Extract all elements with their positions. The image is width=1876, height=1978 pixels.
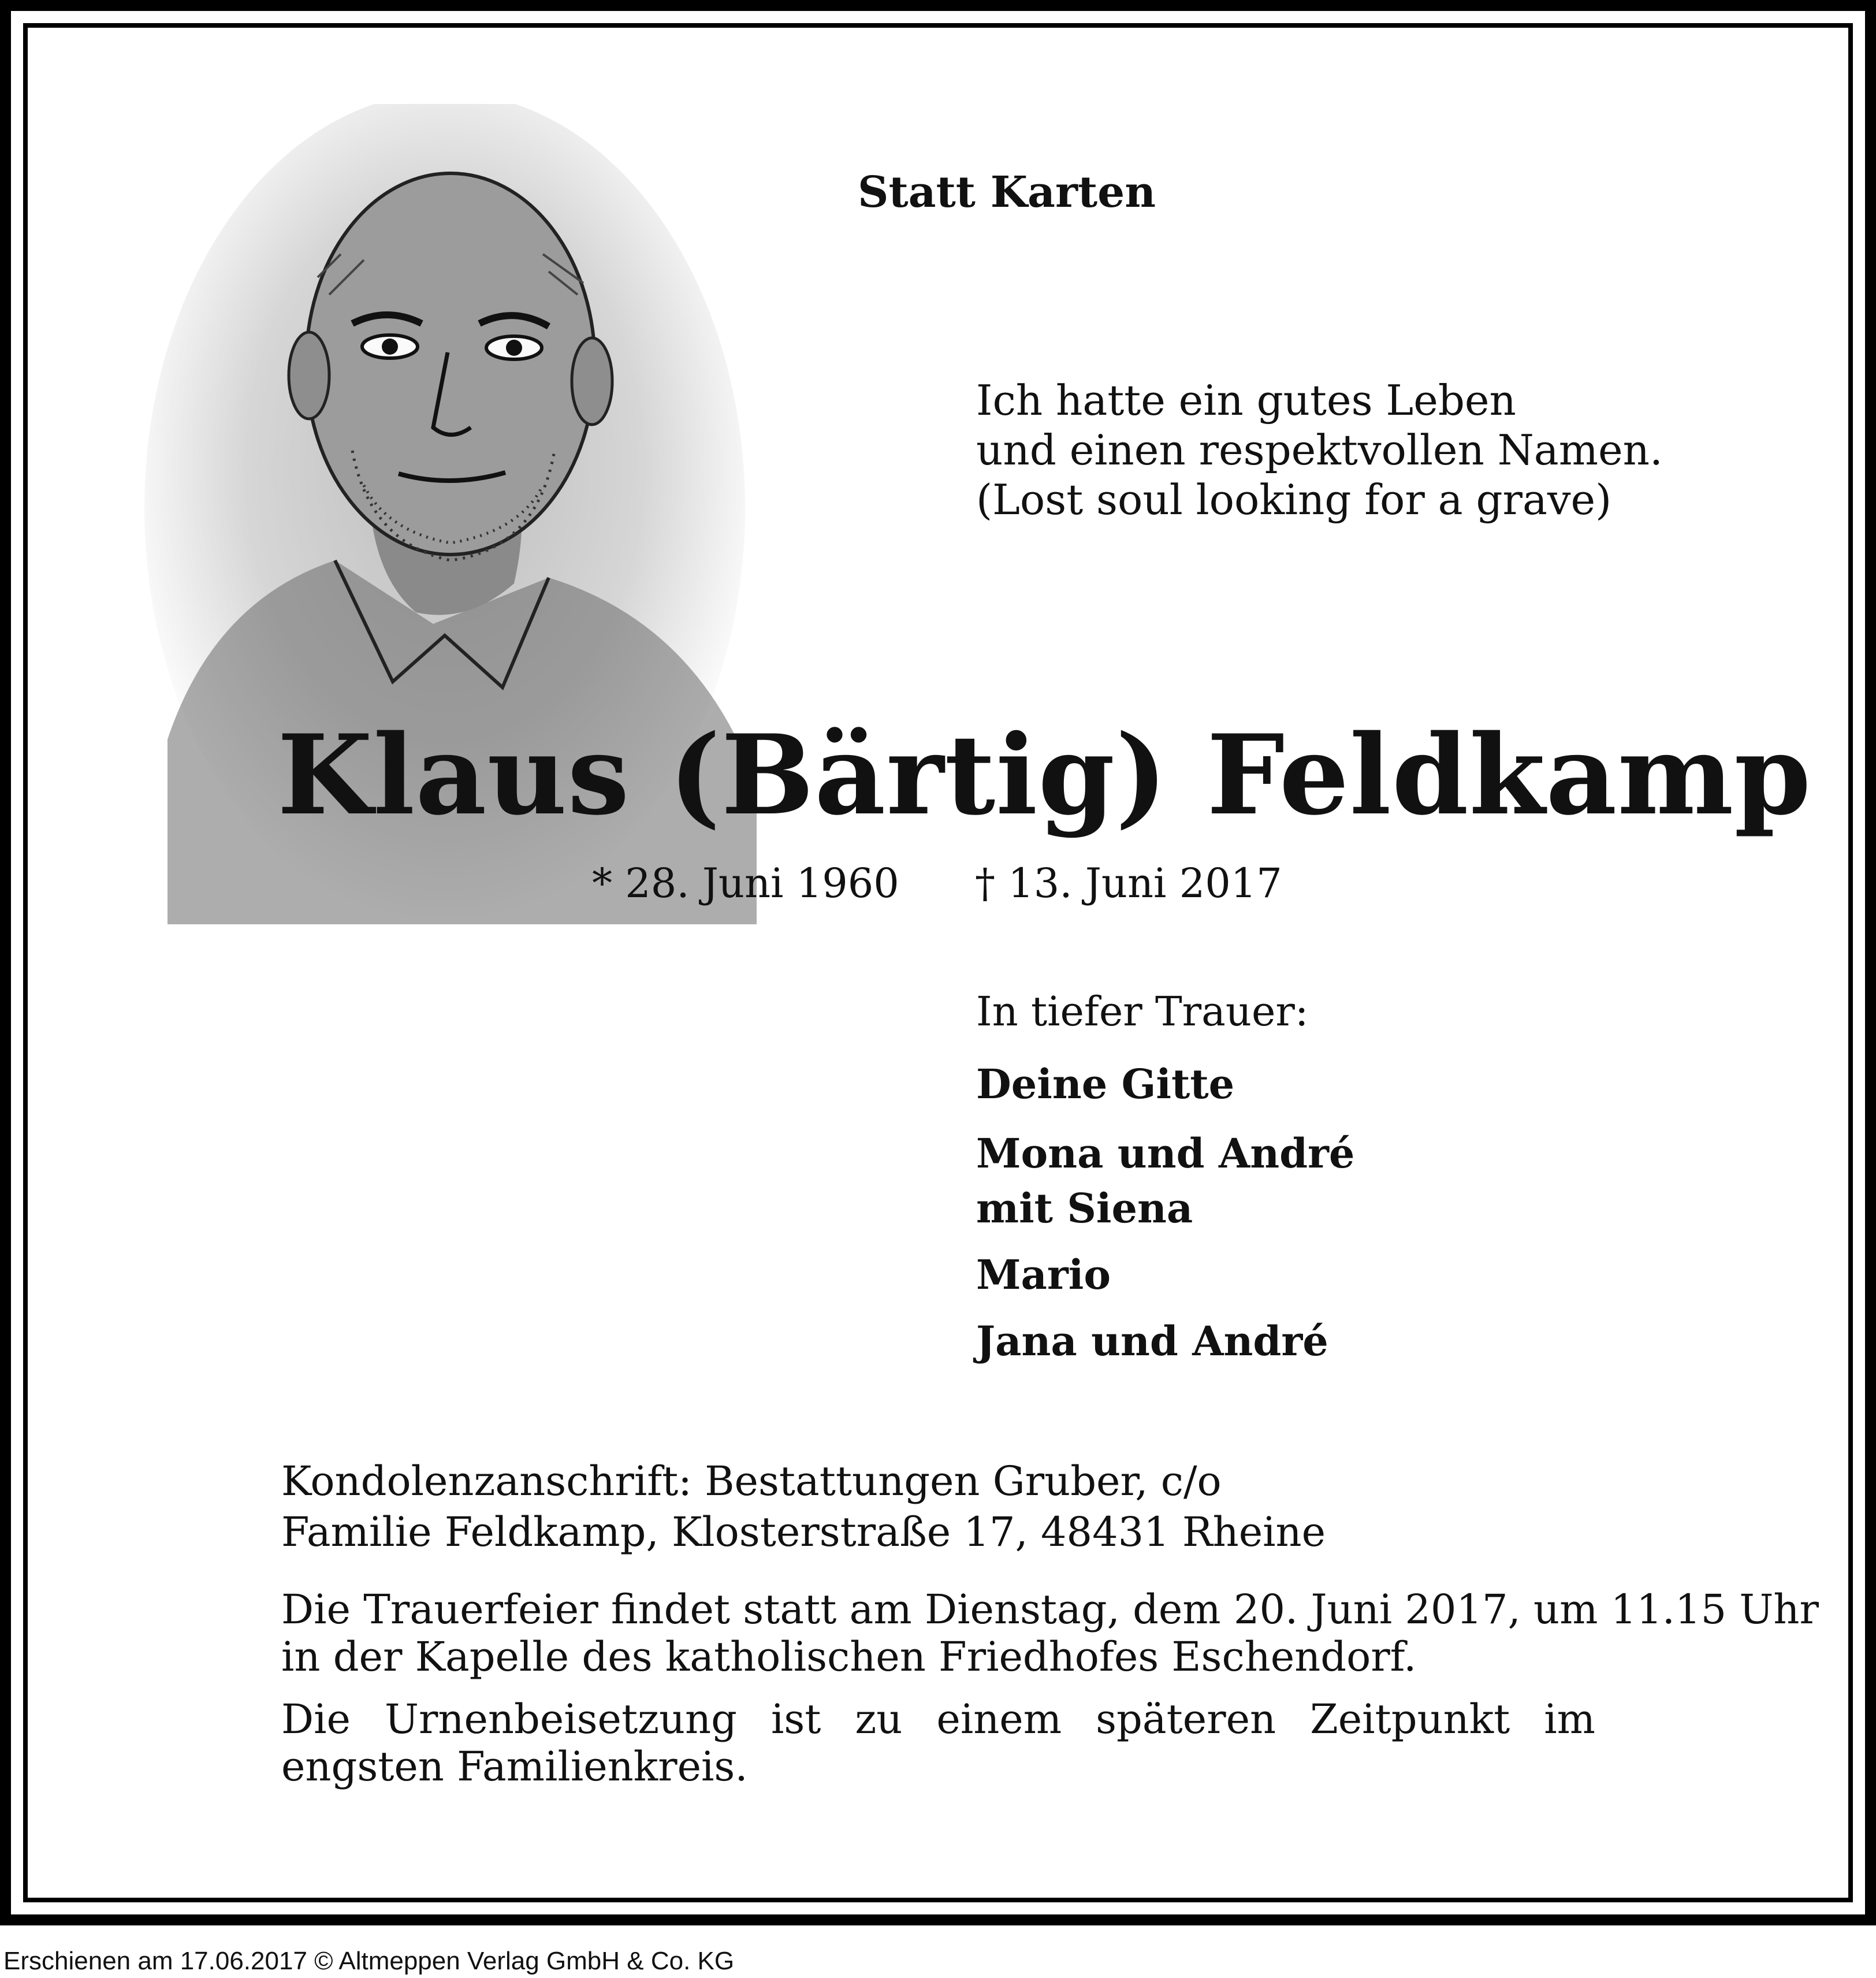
address-line: Familie Feldkamp, Klosterstraße 17, 48431 Rheine	[281, 1508, 1326, 1556]
mourner-name: Mona und André	[976, 1129, 1355, 1177]
service-line: Die Trauerfeier findet statt am Dienstag, dem 20. Juni 2017, um 11.15 Uhr	[281, 1586, 1819, 1633]
publication-footer: Erschienen am 17.06.2017 © Altmeppen Verlag GmbH & Co. KG	[3, 1947, 735, 1975]
service-line: in der Kapelle des katholischen Friedhofes Eschendorf.	[281, 1633, 1417, 1680]
mourner-name: Deine Gitte	[976, 1060, 1235, 1108]
memorial-quote	[976, 375, 1663, 525]
address-line: Kondolenzanschrift: Bestattungen Gruber, c/o	[281, 1458, 1222, 1505]
quote-line: und einen respektvollen Namen.	[976, 426, 1663, 474]
mourner-name: Mario	[976, 1251, 1111, 1299]
mourner-name: Jana und André	[976, 1317, 1328, 1365]
urn-burial-info: Die Urnenbeisetzung ist zu einem späteren Zeitpunkt im engsten Familienkreis.	[281, 1696, 1595, 1790]
mourner-name: mit Siena	[976, 1184, 1193, 1232]
death-date: † 13. Juni 2017	[975, 860, 1282, 907]
condolence-address	[281, 1456, 1326, 1557]
deceased-name: Klaus (Bärtig) Feldkamp	[277, 711, 1812, 839]
header-statt-karten: Statt Karten	[858, 168, 1156, 217]
birth-date: * 28. Juni 1960	[592, 860, 899, 907]
mourning-intro: In tiefer Trauer:	[976, 988, 1309, 1035]
funeral-service-info	[281, 1586, 1819, 1680]
quote-line: (Lost soul looking for a grave)	[976, 475, 1612, 524]
quote-line: Ich hatte ein gutes Leben	[976, 376, 1516, 425]
